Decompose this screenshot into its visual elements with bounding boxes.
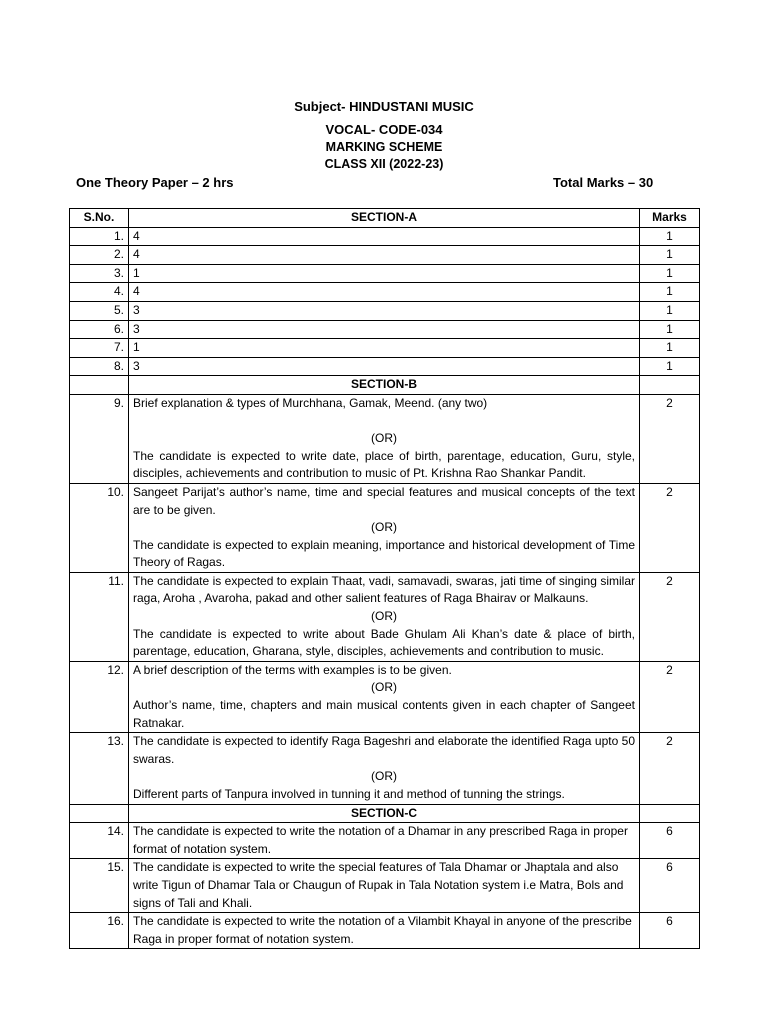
col-header-marks: Marks <box>640 209 700 228</box>
or-separator: (OR) <box>371 769 397 784</box>
table-row <box>70 339 700 358</box>
row-marks: 1 <box>640 339 700 358</box>
row-marks: 1 <box>640 246 700 265</box>
class-title: CLASS XII (2022-23) <box>324 157 444 171</box>
table-row <box>70 913 700 949</box>
row-answer: 1 <box>129 264 640 283</box>
row-sno: 14. <box>70 823 129 859</box>
row-answer: 1 <box>129 339 640 358</box>
row-marks: 6 <box>640 859 700 913</box>
row-sno: 15. <box>70 859 129 913</box>
table-row <box>70 483 700 572</box>
table-row <box>70 264 700 283</box>
row-answer: 3 <box>129 320 640 339</box>
table-header-row <box>70 209 700 228</box>
answer-option-2: Author’s name, time, chapters and main musical contents given in each chapter of Sangeet Ratnakar. <box>133 698 635 730</box>
row-marks: 2 <box>640 483 700 572</box>
row-answer: The candidate is expected to write the notation of a Dhamar in any prescribed Raga in proper format of notation system. <box>129 823 640 859</box>
section-spacer <box>70 376 129 395</box>
answer-option-2: The candidate is expected to explain meaning, importance and historical development of Time Theory of Ragas. <box>133 537 635 570</box>
table-row <box>70 283 700 302</box>
row-answer: 4 <box>129 227 640 246</box>
answer-option-1: Brief explanation & types of Murchhana, Gamak, Meend. (any two) <box>133 395 488 410</box>
total-marks: Total Marks – 30 <box>553 175 654 190</box>
table-row <box>70 320 700 339</box>
table-row <box>70 859 700 913</box>
section-row <box>70 804 700 823</box>
table-row <box>70 246 700 265</box>
row-answer-cell <box>129 733 640 804</box>
table-row <box>70 572 700 661</box>
col-header-section-a: SECTION-A <box>129 209 640 228</box>
row-answer: 4 <box>129 246 640 265</box>
row-sno: 9. <box>70 394 129 483</box>
row-marks: 1 <box>640 283 700 302</box>
answer-option-2: Different parts of Tanpura involved in tunning it and method of tunning the strings. <box>133 787 565 801</box>
subject-title: Subject- HINDUSTANI MUSIC <box>294 99 474 114</box>
row-marks: 6 <box>640 913 700 949</box>
row-marks: 2 <box>640 661 700 732</box>
table-row <box>70 394 700 483</box>
answer-option-1: The candidate is expected to identify Raga Bageshri and elaborate the identified Raga upto 50 swaras. <box>133 734 635 766</box>
row-sno: 8. <box>70 357 129 376</box>
blank-line <box>133 413 635 431</box>
row-marks: 1 <box>640 357 700 376</box>
section-b-heading: SECTION-B <box>129 376 640 395</box>
row-sno: 1. <box>70 227 129 246</box>
row-answer-cell <box>129 483 640 572</box>
code-title: VOCAL- CODE-034 <box>325 122 443 137</box>
row-sno: 16. <box>70 913 129 949</box>
answer-option-2: The candidate is expected to write about Bade Ghulam Ali Khan’s date & place of birth, parentage, education, Gharana, style, disciples, achievements and contribution to music. <box>133 626 635 659</box>
row-sno: 6. <box>70 320 129 339</box>
row-answer: 4 <box>129 283 640 302</box>
row-sno: 2. <box>70 246 129 265</box>
section-spacer <box>640 376 700 395</box>
row-sno: 11. <box>70 572 129 661</box>
table-row <box>70 301 700 320</box>
row-marks: 1 <box>640 227 700 246</box>
row-answer: 3 <box>129 357 640 376</box>
paper-duration: One Theory Paper – 2 hrs <box>76 175 234 190</box>
answer-option-1: Sangeet Parijat’s author’s name, time and special features and musical concepts of the text are to be given. <box>133 484 635 517</box>
table-row <box>70 823 700 859</box>
row-sno: 12. <box>70 661 129 732</box>
table-row <box>70 661 700 732</box>
or-separator: (OR) <box>371 520 397 535</box>
section-spacer <box>640 804 700 823</box>
row-answer-cell <box>129 572 640 661</box>
section-spacer <box>70 804 129 823</box>
or-separator: (OR) <box>371 609 397 624</box>
row-marks: 6 <box>640 823 700 859</box>
marking-table <box>69 208 700 949</box>
row-marks: 2 <box>640 572 700 661</box>
row-marks: 1 <box>640 301 700 320</box>
or-separator: (OR) <box>371 431 397 446</box>
row-answer: The candidate is expected to write the notation of a Vilambit Khayal in anyone of the prescribe Raga in proper format of notation system. <box>129 913 640 949</box>
row-sno: 3. <box>70 264 129 283</box>
answer-option-1: The candidate is expected to explain Thaat, vadi, samavadi, swaras, jati time of singing similar raga, Aroha , Avaroha, pakad and other salient features of Raga Bhairav or Malkauns. <box>133 573 635 606</box>
row-answer: 3 <box>129 301 640 320</box>
scheme-title: MARKING SCHEME <box>325 140 443 154</box>
row-sno: 13. <box>70 733 129 804</box>
row-marks: 2 <box>640 733 700 804</box>
section-row <box>70 376 700 395</box>
row-sno: 4. <box>70 283 129 302</box>
row-sno: 7. <box>70 339 129 358</box>
or-separator: (OR) <box>371 680 397 695</box>
row-marks: 2 <box>640 394 700 483</box>
row-marks: 1 <box>640 320 700 339</box>
section-c-heading: SECTION-C <box>129 804 640 823</box>
row-answer: The candidate is expected to write the special features of Tala Dhamar or Jhaptala and also write Tigun of Dhamar Tala or Chaugun of Rupak in Tala Notation system i.e Matra, Bols and signs of Tali and Khali. <box>129 859 640 913</box>
row-sno: 5. <box>70 301 129 320</box>
row-sno: 10. <box>70 483 129 572</box>
table-row <box>70 733 700 804</box>
answer-option-1: A brief description of the terms with examples is to be given. <box>133 662 452 677</box>
row-marks: 1 <box>640 264 700 283</box>
table-row <box>70 227 700 246</box>
table-row <box>70 357 700 376</box>
row-answer-cell <box>129 394 640 483</box>
col-header-sno: S.No. <box>70 209 129 228</box>
answer-option-2: The candidate is expected to write date, place of birth, parentage, education, Guru, style, disciples, achievements and contribution to music of Pt. Krishna Rao Shankar Pandit. <box>133 448 635 481</box>
row-answer-cell <box>129 661 640 732</box>
